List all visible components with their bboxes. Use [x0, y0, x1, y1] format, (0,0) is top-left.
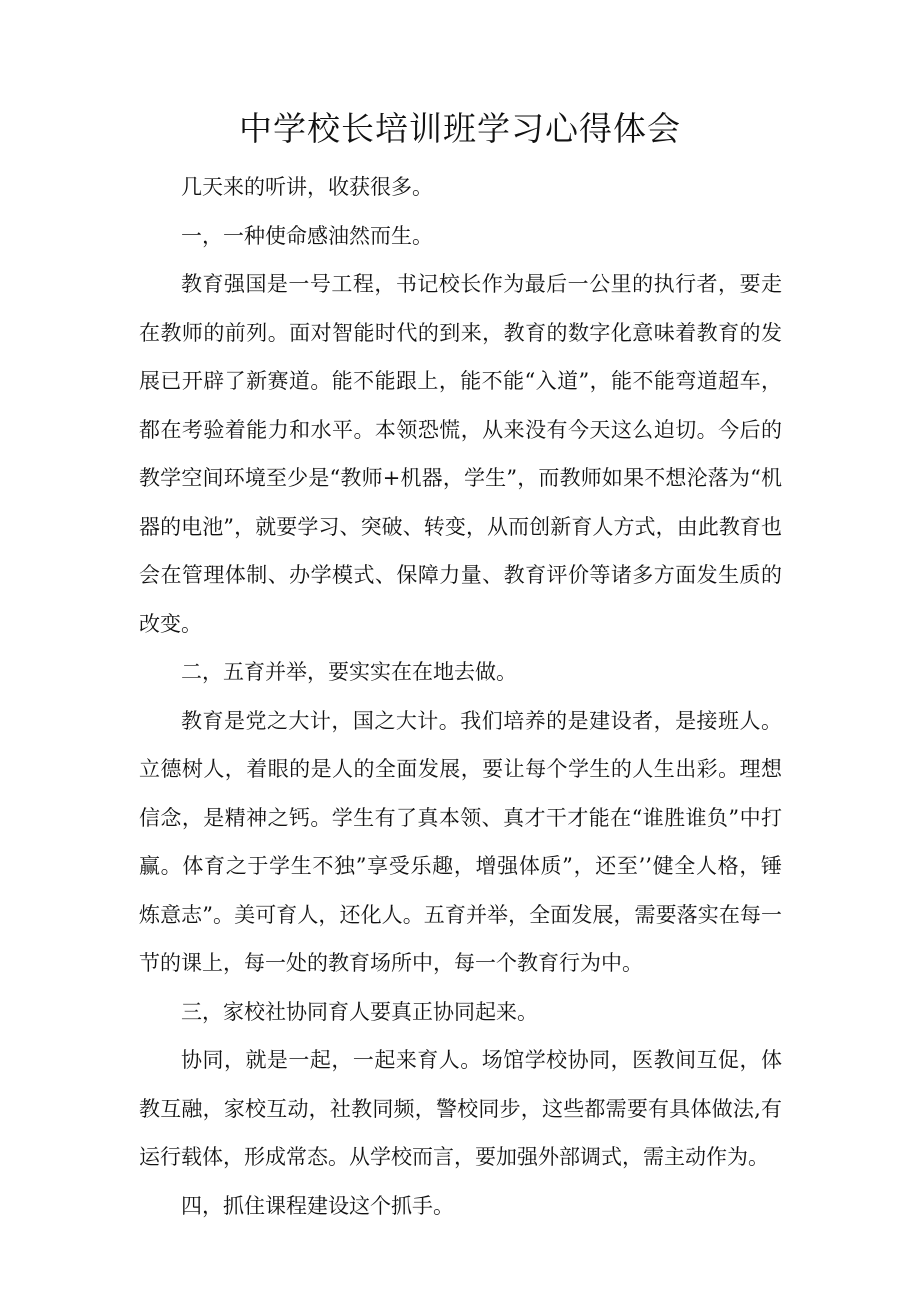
paragraph-section-2: 教育是党之大计，国之大计。我们培养的是建设者，是接班人。立德树人，着眼的是人的全面发展，要让每个学生的人生出彩。理想信念，是精神之钙。学生有了真本领、真才干才能在“谁胜谁负”中打赢。体育之于学生不独”享受乐趣，增强体质”，还至’’健全人格，锤炼意志”。美可育人，还化人。五育并举，全面发展，需要落实在每一节的课上，每一处的教育场所中，每一个教育行为中。	[139, 708, 782, 975]
document-body	[139, 163, 782, 1230]
paragraph-section-1: 教育强国是一号工程，书记校长作为最后一公里的执行者，要走在教师的前列。面对智能时代的到来，教育的数字化意味着教育的发展已开辟了新赛道。能不能跟上，能不能“入道”，能不能弯道超车，都在考验着能力和水平。本领恐慌，从来没有今天这么迫切。今后的教学空间环境至少是“教师+机器，学生”，而教师如果不想沦落为“机器的电池”，就要学习、突破、转变，从而创新育人方式，由此教育也会在管理体制、办学模式、保障力量、教育评价等诸多方面发生质的改变。	[139, 272, 782, 636]
section-heading-3: 三，家校社协同育人要真正协同起来。	[181, 999, 538, 1024]
paragraph-intro: 几天来的听讲，收获很多。	[181, 175, 433, 199]
section-heading-2: 二，五育并举，要实实在在地去做。	[181, 660, 517, 684]
document-title: 中学校长培训班学习心得体会	[239, 109, 681, 148]
section-heading-4: 四，抓住课程建设这个抓手。	[181, 1193, 454, 1218]
section-heading-1: 一，一种使命感油然而生。	[181, 223, 433, 248]
paragraph-section-3: 协同，就是一起，一起来育人。场馆学校协同，医教间互促，体教互融，家校互动，社教同频，警校同步，这些都需要有具体做法,有运行载体，形成常态。从学校而言，要加强外部调式，需主动作为。	[139, 1048, 782, 1169]
